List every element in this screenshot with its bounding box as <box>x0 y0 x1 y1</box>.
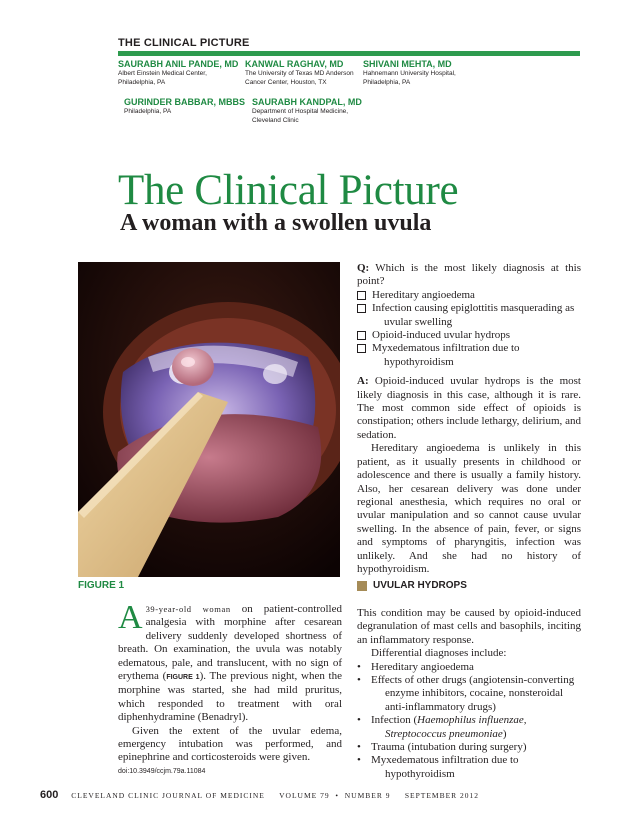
uvular-paragraph: This condition may be caused by opioid-induced degranulation of mast cells and basophils, inciting an inflammatory response. <box>357 607 581 646</box>
author-block <box>118 59 238 87</box>
uvular-paragraph: Differential diagnoses include: <box>371 647 507 660</box>
question <box>357 262 581 289</box>
bullet-icon: • <box>357 754 361 767</box>
list-item-text: Myxedematous infiltration due to hypothyroidism <box>371 754 519 780</box>
author-affiliation: Cleveland Clinic <box>252 116 299 124</box>
author-block <box>245 59 354 87</box>
journal-number: NUMBER 9 <box>344 791 391 800</box>
answer-option[interactable] <box>357 342 581 369</box>
answer <box>357 375 581 442</box>
answer-paragraph: Hereditary angioedema is unlikely in this patient, as it usually presents in childhood or adolescence and there is usually a family history. Also, her cesarean delivery was done under regional anesthesia, which requires no oral or uvular manipulation and so cannot cause uvular swelling. In the absence of pain, fever, or signs and symptoms of pharyngitis, infection was unlikely. And she had no history of hypothyroidism. <box>357 442 581 575</box>
case-paragraph: Given the extent of the uvular edema, emergency intubation was performed, and epinephrine and corticosteroids were given. <box>118 724 342 764</box>
list-item <box>357 714 581 741</box>
bullet-icon: • <box>357 714 361 727</box>
page-footer: 600 CLEVELAND CLINIC JOURNAL OF MEDICINE VOLUME 79 • NUMBER 9 SEPTEMBER 2012 <box>40 789 480 801</box>
question-label: Q: <box>357 262 370 274</box>
author-block <box>363 59 456 87</box>
journal-name: CLEVELAND CLINIC JOURNAL OF MEDICINE <box>71 791 265 800</box>
case-text: on patient-controlled analgesia with morphine after cesarean delivery suddenly developed shortness of breath. On examination, the uvula was notably edematous, pale, and translucent, with no sign of erythema ( <box>118 603 342 683</box>
bullet-icon: • <box>357 741 361 754</box>
section-header: THE CLINICAL PICTURE <box>118 37 250 49</box>
checkbox-icon[interactable] <box>357 291 366 300</box>
drop-cap: A <box>118 599 143 636</box>
author-affiliation: Albert Einstein Medical Center, <box>118 70 207 77</box>
answer-option[interactable] <box>357 302 581 329</box>
list-item-text: Infection (Haemophilus influenzae, Streptococcus pneumoniae) <box>371 714 527 740</box>
figure-label: FIGURE 1 <box>78 580 125 591</box>
answer-label: A: <box>357 375 369 388</box>
author-name: GURINDER BABBAR, MBBS <box>124 97 245 107</box>
answer-text: Opioid-induced uvular hydrops is the most likely diagnosis in this case, although it is rare. The most common side effect of opioids is constipation; others include lethargy, delirium, and sedation. <box>357 375 581 441</box>
doi[interactable]: doi:10.3949/ccjm.79a.11084 <box>118 768 206 775</box>
qa-column <box>357 262 581 576</box>
author-name: KANWAL RAGHAV, MD <box>245 59 344 69</box>
list-item-text: Trauma (intubation during surgery) <box>371 741 527 754</box>
author-block <box>252 97 362 125</box>
header-rule <box>118 51 580 56</box>
author-affiliation: The University of Texas MD Anderson <box>245 70 354 77</box>
list-item <box>357 661 581 674</box>
author-name: SHIVANI MEHTA, MD <box>363 59 452 69</box>
case-paragraph <box>118 599 342 725</box>
option-label: Hereditary angioedema <box>372 288 475 301</box>
case-column <box>118 599 342 765</box>
checkbox-icon[interactable] <box>357 304 366 313</box>
checkbox-icon[interactable] <box>357 344 366 353</box>
clinical-photo <box>78 262 340 577</box>
article-title: The Clinical Picture <box>118 167 459 214</box>
page-number: 600 <box>40 789 59 801</box>
answer-option[interactable] <box>357 329 581 342</box>
differential-list <box>357 661 581 782</box>
author-name: SAURABH ANIL PANDE, MD <box>118 59 239 69</box>
figure-reference[interactable]: FIGURE 1 <box>166 674 200 682</box>
author-block <box>124 97 245 117</box>
list-item <box>357 674 581 714</box>
journal-volume: VOLUME 79 <box>279 791 330 800</box>
author-affiliation: Philadelphia, PA <box>363 78 411 86</box>
option-label: Infection causing epiglottitis masquerading as uvular swelling <box>372 302 575 328</box>
small-caps-lead: 39-year-old woman <box>145 604 231 614</box>
uvular-hydrops-column <box>357 607 581 781</box>
section-heading-text: UVULAR HYDROPS <box>373 580 467 591</box>
case-text: ). The previous night, when the morphine was started, she had mild pruritus, which responded to treatment with oral diphenhydramine (Benadryl). <box>118 670 342 724</box>
author-affiliation: Department of Hospital Medicine, <box>252 108 349 115</box>
list-item-text: Effects of other drugs (angiotensin-converting enzyme inhibitors, cocaine, nonsteroidal anti-inflammatory drugs) <box>371 674 575 713</box>
bullet-icon: • <box>357 660 361 673</box>
journal-date: SEPTEMBER 2012 <box>404 791 480 800</box>
list-item-text: Hereditary angioedema <box>371 660 474 673</box>
list-item <box>357 754 581 781</box>
clinical-photo-image <box>78 262 340 577</box>
option-label: Myxedematous infiltration due to hypothyroidism <box>372 342 520 368</box>
list-item <box>357 741 581 754</box>
section-heading <box>357 580 467 591</box>
author-affiliation: Philadelphia, PA <box>124 108 172 115</box>
author-affiliation: Philadelphia, PA <box>118 78 166 86</box>
section-square-icon <box>357 581 367 591</box>
answer-option[interactable] <box>357 289 581 302</box>
author-name: SAURABH KANDPAL, MD <box>252 97 362 107</box>
option-label: Opioid-induced uvular hydrops <box>372 329 511 342</box>
question-text: Which is the most likely diagnosis at this point? <box>357 262 581 288</box>
checkbox-icon[interactable] <box>357 331 366 340</box>
article-subtitle: A woman with a swollen uvula <box>120 210 432 236</box>
author-affiliation: Cancer Center, Houston, TX <box>245 78 327 86</box>
author-affiliation: Hahnemann University Hospital, <box>363 70 456 77</box>
bullet-icon: • <box>357 674 361 687</box>
